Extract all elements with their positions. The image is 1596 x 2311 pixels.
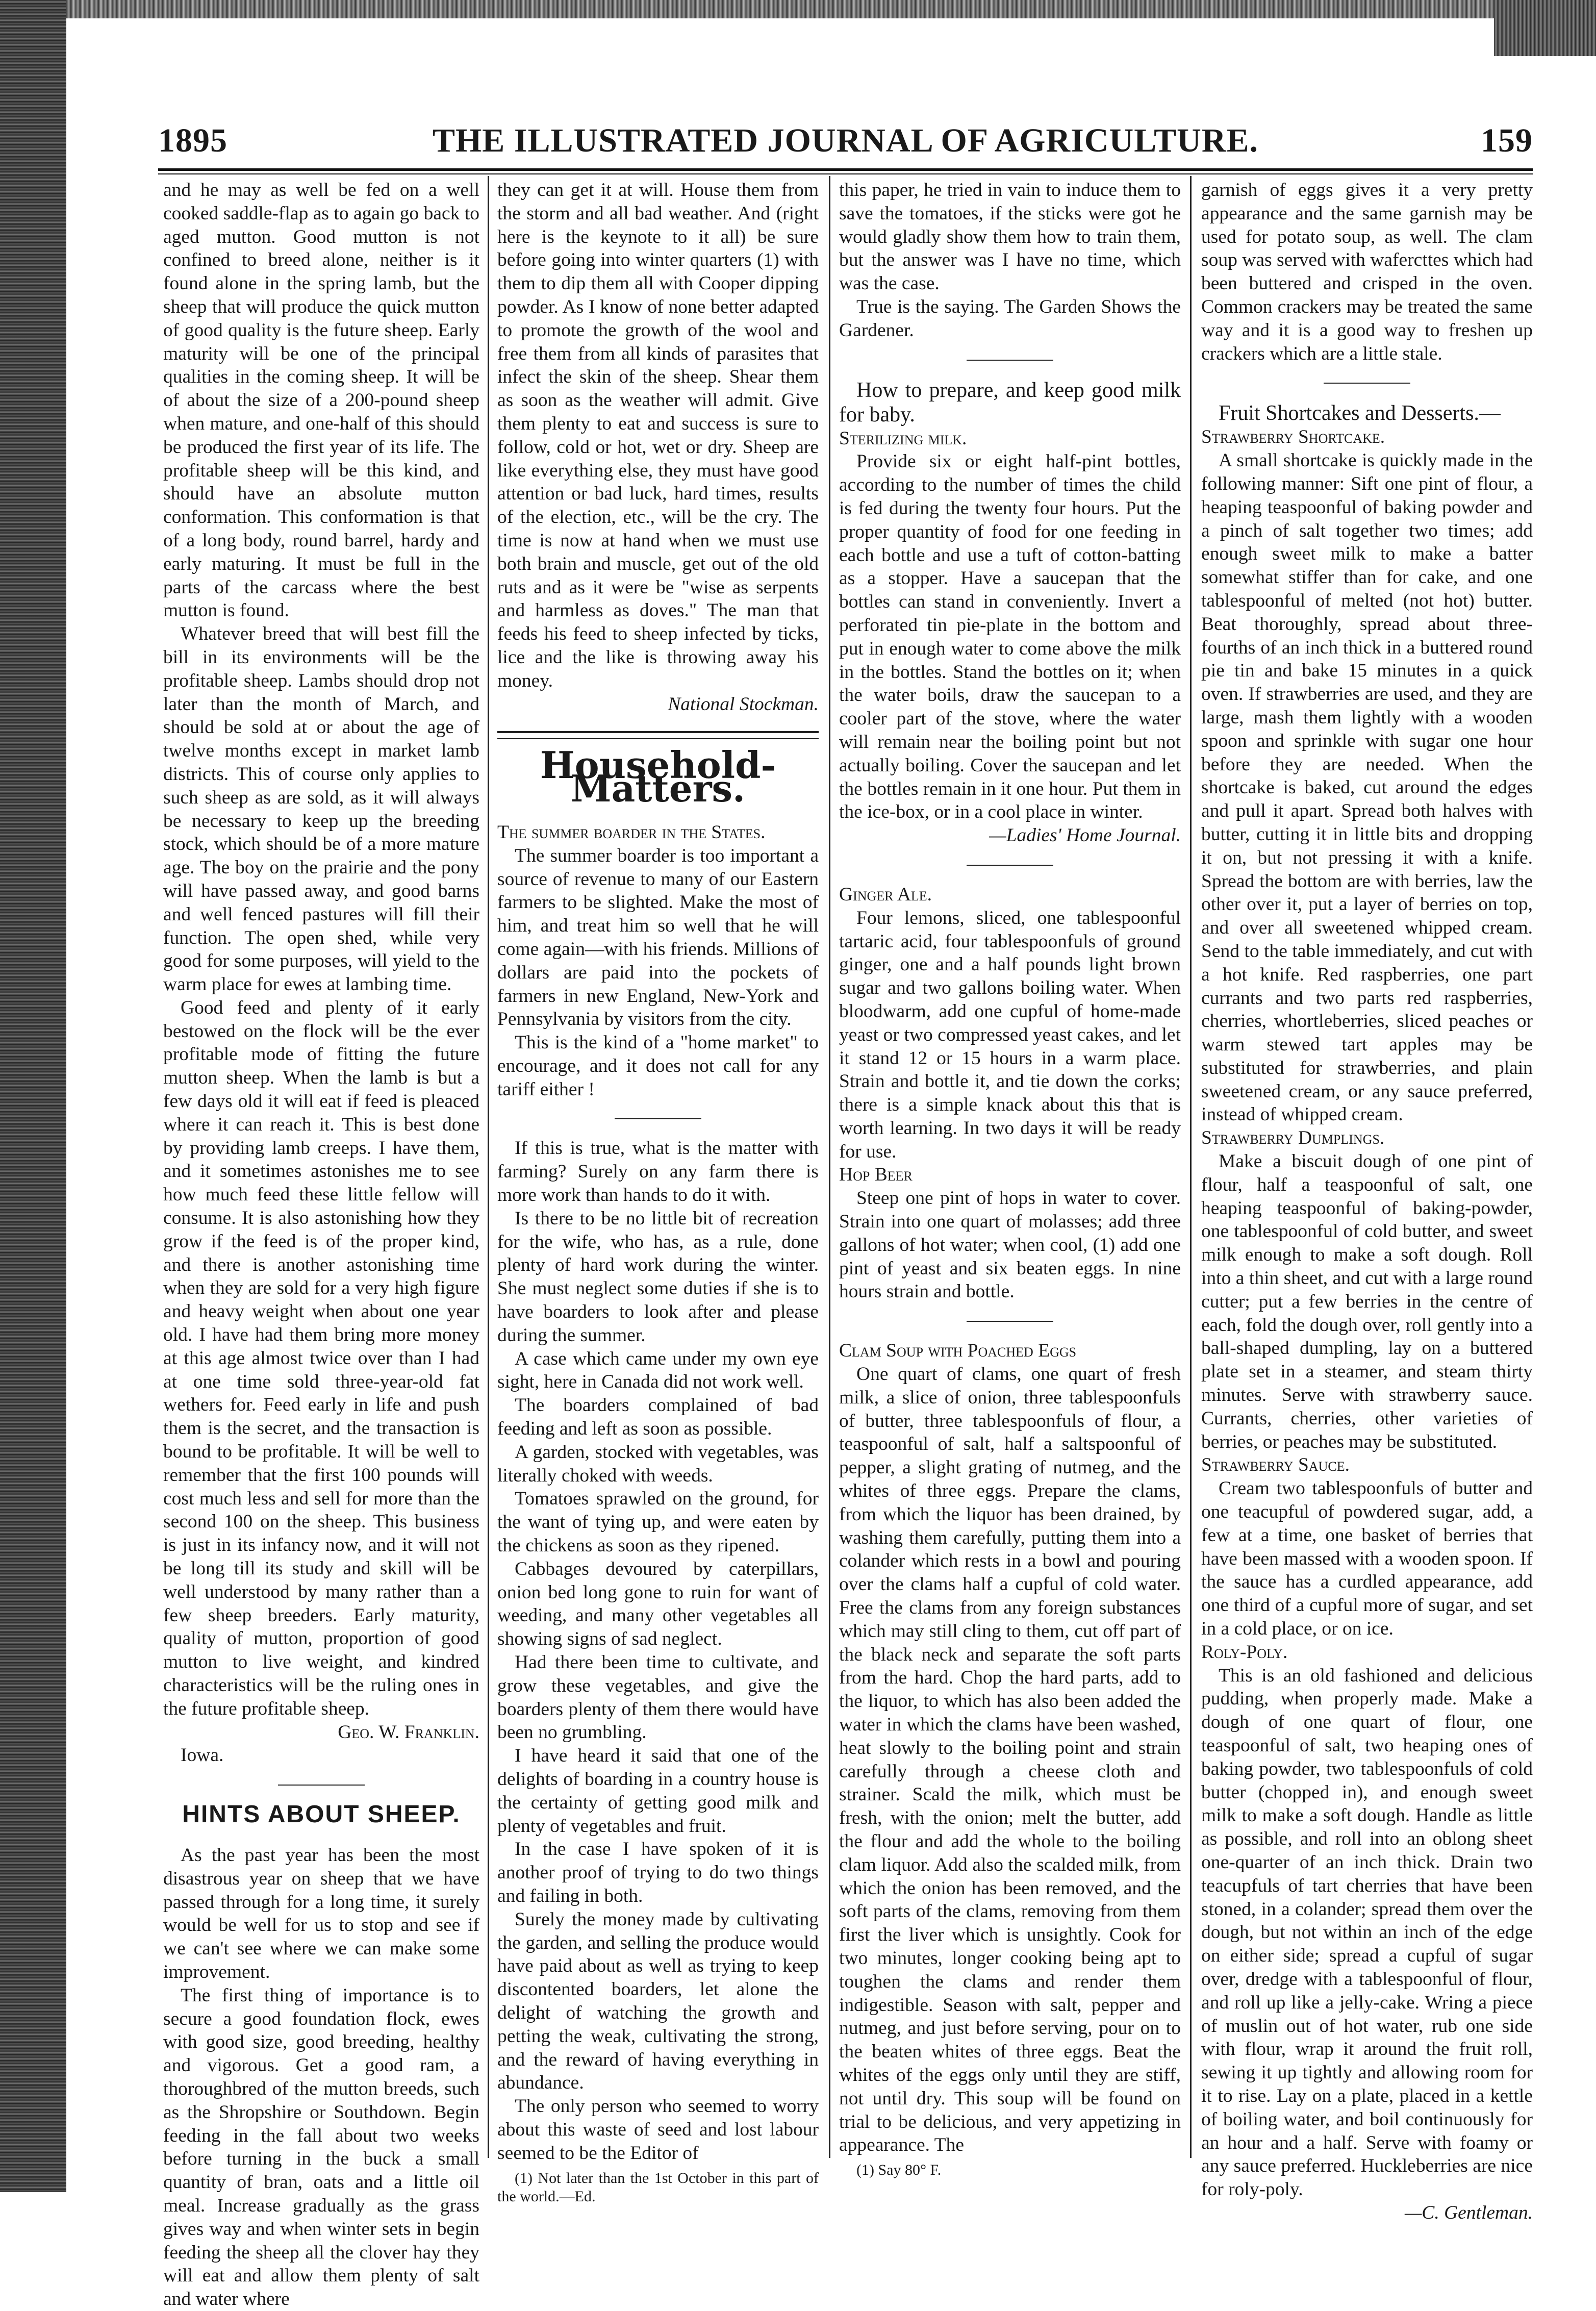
article-paragraph: Had there been time to cultivate, and grow these vegetables, and give the boarders plenty of them there would have been no grumbling. [497, 1652, 819, 1743]
article-paragraph: The boarders complained of bad feeding and left as soon as possible. [497, 1395, 819, 1440]
author-signature: Geo. W. Franklin. [338, 1721, 479, 1743]
column-4 [1201, 179, 1533, 2223]
article-paragraph: Surely the money made by cultivating the garden, and selling the produce would have paid about as well as trying to keep discontented boarders, let alone the delight of watching the growth and petting the weak, cultivating the strong, and the reward of having everything in abundance. [497, 1908, 819, 2094]
section-divider [967, 360, 1053, 361]
article-paragraph: One quart of clams, one quart of fresh milk, a slice of onion, three tablespoonfuls of butter, three tablespoonfuls of flour, a teaspoonful of salt, half a saltspoonful of pepper, a slight grating of nutmeg, and the whites of three eggs. Prepare the clams, from which the liquor has been drained, by washing them carefully, putting them into a colander which rests in a bowl and pouring over the clams half a cupful of cold water. Free the clams from any foreign substances which may still cling to them, cut off part of the black neck and separate the soft parts from the hard. Chop the hard parts, add to the liquor, to which has also been added the water in which the clams have been washed, heat slowly to the boiling point and strain carefully through a cheese cloth and strainer. Scald the milk, which must be fresh, with the onion; melt the butter, add the flour and add the whole to the boiling clam liquor. Add also the scalded milk, from which the onion has been removed, and the soft parts of the clams, removing from them first the liver which is unsightly. Cook for two minutes, longer cooking being apt to toughen the clams and render them indigestible. Season with salt, pepper and nutmeg, and just before serving, pour on to the beaten whites of three eggs. Beat the whites of the eggs only until they are stiff, not until dry. This soup will be found on trial to be delicious, and very appetizing in appearance. The [839, 1364, 1181, 2156]
article-paragraph: Steep one pint of hops in water to cover. Strain into one quart of molasses; add three gallons of hot water; when cool, (1) add one pint of yeast and six beaten eggs. In nine hours strain and bottle. [839, 1188, 1181, 1302]
recipe-lead-ginger-ale: Ginger Ale. [839, 884, 932, 905]
section-title-hints-about-sheep: HINTS ABOUT SHEEP. [182, 1801, 461, 1828]
section-title-household-matters: Household-Matters. [540, 743, 776, 811]
column-3 [839, 179, 1181, 2179]
article-paragraph: True is the saying. The Garden Shows the Gardener. [839, 296, 1181, 341]
section-title-fruit-shortcakes: Fruit Shortcakes and Desserts.— [1219, 401, 1501, 425]
footnote: (1) Say 80° F. [856, 2162, 942, 2179]
article-paragraph: they can get it at will. House them from the storm and all bad weather. And (right here is the keynote to it all) be sure before going into winter quarters (1) with them to dip them all with Cooper dipping powder. As I know of none better adapted to promote the growth of the wool and free them from all kinds of parasites that infect the skin of the sheep. Shear them as soon as the weather will admit. Give them plenty to eat and success is sure to follow, cold or hot, wet or dry. Sheep are like everything else, they must have good attention or bad luck, hard times, results of the election, etc., will be the cry. The time is now at hand when we must use both brain and muscle, get out of the old ruts and as it were be "wise as serpents and harmless as doves." The man that feeds his feed to sheep infected by ticks, lice and the like is throwing away his money. [497, 180, 819, 691]
source-signature: —Ladies' Home Journal. [989, 825, 1181, 846]
article-paragraph: This is an old fashioned and delicious pudding, when properly made. Make a dough of one quart of flour, one teaspoonful of salt, two heaping ones of baking powder, two tablespoonfuls of cold butter (chopped in), and enough sweet milk to make a soft dough. Handle as little as possible, and roll into an oblong sheet one-quarter of an inch thick. Drain two teacupfuls of tart cherries that have been stoned, in a colander; spread them over the dough, but not within an inch of the edge on either side; spread a cupful of sugar over, dredge with a tablespoonful of flour, and roll up like a jelly-cake. Wring a piece of muslin out of hot water, rub one side with flour, wrap it around the fruit roll, sewing it up tightly and allowing room for it to rise. Lay on a plate, placed in a kettle of boiling water, and boil continuously for an hour and a half. Serve with foamy or any sauce preferred. Huckleberries are nice for roly-poly. [1201, 1665, 1533, 2200]
article-paragraph: The only person who seemed to worry about this waste of seed and lost labour seemed to be the Editor of [497, 2096, 819, 2164]
header-year: 1895 [158, 122, 227, 159]
article-paragraph: I have heard it said that one of the delights of boarding in a country house is the certainty of getting good milk and plenty of vegetables and fruit. [497, 1745, 819, 1837]
article-paragraph: The summer boarder is too important a source of revenue to many of our Eastern farmers to be slighted. Make the most of him, and treat him so well that he will come again—with his friends. Millions of dollars are paid into the pockets of farmers in new England, New-York and Pennsylvania by visitors from the city. [497, 845, 819, 1030]
article-paragraph: As the past year has been the most disastrous year on sheep that we have passed through for a long time, it surely would be well for us to stop and see if we can't see where we can make some improvement. [163, 1844, 479, 1982]
section-divider [278, 1785, 365, 1786]
article-paragraph: garnish of eggs gives it a very pretty appearance and the same garnish may be used for potato soup, as well. The clam soup was served with wafercttes which had been buttered and crisped in the oven. Common crackers may be treated the same way and it is a good way to freshen up crackers which are a little stale. [1201, 180, 1533, 364]
article-paragraph: this paper, he tried in vain to induce them to save the tomatoes, if the sticks were got he would gladly show them how to train them, but the answer was I have no time, which was the case. [839, 180, 1181, 294]
running-header [158, 121, 1533, 167]
section-divider [615, 1118, 701, 1119]
column-rule [488, 176, 489, 2158]
recipe-lead-strawberry-sauce: Strawberry Sauce. [1201, 1454, 1350, 1476]
section-divider [497, 731, 819, 739]
recipe-lead-strawberry-dumplings: Strawberry Dumplings. [1201, 1127, 1385, 1149]
author-place: Iowa. [181, 1745, 224, 1766]
scanned-page-edge-left [0, 0, 66, 2192]
article-paragraph: Provide six or eight half-pint bottles, according to the number of times the child is fed during the twenty four hours. Put the proper quantity of food for one feeding in each bottle and use a tuft of cotton-batting as a stopper. Have a saucepan that the bottles can stand in conveniently. Invert a perforated tin pie-plate in the bottom and put in enough water to come above the milk in the bottles. Stand the bottles on it; when the water boils, draw the saucepan to a cooler part of the stove, where the water will remain near the boiling point but not actually boiling. Cover the saucepan and let the bottles remain in it one hour. Put them in the ice-box, or in a cool place in winter. [839, 451, 1181, 823]
footnote: (1) Not later than the 1st October in this part of the world.—Ed. [497, 2169, 819, 2205]
article-paragraph: Four lemons, sliced, one tablespoonful tartaric acid, four tablespoonfuls of ground ginger, one and a half pounds light brown sugar and two gallons boiling water. When bloodwarm, add one cupful of home-made yeast or two compressed yeast cakes, and let it stand 12 or 15 hours in a warm place. Strain and bottle it, and tie down the corks; there is a simple knack about this that is worth learning. In two days it will be ready for use. [839, 907, 1181, 1162]
article-subhead: The summer boarder in the States. [497, 821, 766, 843]
article-paragraph: If this is true, what is the matter with farming? Surely on any farm there is more work than hands to do it with. [497, 1138, 819, 1206]
recipe-lead-clam-soup: Clam Soup with Poached Eggs [839, 1340, 1077, 1362]
column-1 [163, 179, 479, 2310]
article-paragraph: In the case I have spoken of it is another proof of trying to do two things and failing in both. [497, 1839, 819, 1906]
recipe-lead: Sterilizing milk. [839, 428, 967, 449]
article-heading-baby-milk: How to prepare, and keep good milk for baby. [839, 378, 1181, 426]
section-divider [967, 1321, 1053, 1322]
column-rule [1190, 176, 1192, 2158]
article-paragraph: and he may as well be fed on a well cooked saddle-flap as to again go back to aged mutton. Good mutton is not confined to breed alone, neither is it found alone in the spring lamb, but the sheep that will produce the quick mutton of good quality is the future sheep. Early maturity will be one of the principal qualities in the coming sheep. It will be of about the size of a 200-pound sheep when mature, and one-half of this should be produced the first year of its life. The profitable sheep will be this kind, and should have an absolute mutton conformation. This conformation is that of a long body, round barrel, hardy and early maturing. It must be full in the parts of the carcass where the best mutton is found. [163, 180, 479, 621]
section-divider [1324, 383, 1410, 384]
article-paragraph: Make a biscuit dough of one pint of flour, half a teaspoonful of salt, one heaping teaspoonful of baking-powder, one tablespoonful of cold butter, and sweet milk enough to make a soft dough. Roll into a thin sheet, and cut with a large round cutter; put a few berries in the centre of each, fold the dough over, roll gently into a ball-shaped dumpling, lay on a buttered plate set in a steamer, and steam thirty minutes. Serve with strawberry sauce. Currants, cherries, other varieties of berries, or peaches may be substituted. [1201, 1151, 1533, 1452]
article-paragraph: This is the kind of a "home market" to encourage, and it does not call for any tariff either ! [497, 1032, 819, 1100]
source-signature: National Stockman. [668, 693, 819, 715]
article-paragraph: A case which came under my own eye sight, here in Canada did not work well. [497, 1348, 819, 1393]
header-rule [158, 168, 1533, 174]
article-paragraph: A small shortcake is quickly made in the following manner: Sift one pint of flour, a heaping teaspoonful of baking powder and a pinch of salt together two times; add enough sweet milk to make a batter somewhat stiffer than for cake, and one tablespoonful of melted (not hot) butter. Beat thoroughly, spread about three-fourths of an inch thick in a buttered round pie tin and bake 15 minutes in a quick oven. If strawberries are used, and they are large, mash them lightly with a wooden spoon and sprinkle with sugar one hour before they are needed. When the shortcake is baked, cut around the edges and pull it apart. Spread both halves with butter, cutting it in little bits and dropping it on, but not pressing it with a knife. Spread the bottom are with berries, law the other over it, put a layer of berries on top, and over all sweetened whipped cream. Send to the table immediately, and cut with a hot knife. Red raspberries, one part currants and two parts red raspberries, cherries, whortleberries, sliced peaches or warm stewed tart apples may be substituted for strawberries, and plain sweetened cream, or any sauce preferred, instead of whipped cream. [1201, 450, 1533, 1125]
source-signature: —C. Gentleman. [1404, 2202, 1533, 2223]
recipe-lead-roly-poly: Roly-Poly. [1201, 1641, 1288, 1663]
column-2 [497, 179, 819, 2205]
article-paragraph: A garden, stocked with vegetables, was literally choked with weeds. [497, 1441, 819, 1486]
page-number: 159 [1481, 122, 1533, 159]
article-paragraph: The first thing of importance is to secure a good foundation flock, ewes with good size, good breeding, healthy and vigorous. Get a good ram, a thoroughbred of the mutton breeds, such as the Shropshire or Southdown. Begin feeding in the fall about two weeks before turning in the buck a small quantity of bran, oats and a little oil meal. Increase gradually as the grass gives way and when winter sets in begin feeding the sheep all the clover hay they will eat and allow them plenty of salt and water where [163, 1985, 479, 2310]
journal-title: THE ILLUSTRATED JOURNAL OF AGRICULTURE. [432, 122, 1259, 159]
column-rule [829, 176, 830, 2158]
article-paragraph: Tomatoes sprawled on the ground, for the want of tying up, and were eaten by the chickens as soon as they ripened. [497, 1488, 819, 1556]
recipe-lead-hop-beer: Hop Beer [839, 1164, 913, 1186]
article-paragraph: Cabbages devoured by caterpillars, onion bed long gone to ruin for want of weeding, and many other vegetables all showing signs of sad neglect. [497, 1558, 819, 1650]
scanned-page-edge-top [66, 0, 1596, 18]
scanned-page-corner [1494, 0, 1596, 56]
article-paragraph: Cream two tablespoonfuls of butter and one teacupful of powdered sugar, add, a few at a time, one basket of berries that have been massed with a wooden spoon. If the sauce has a curdled appearance, add one third of a cupful more of sugar, and set in a cold place, or on ice. [1201, 1478, 1533, 1640]
recipe-lead-strawberry-shortcake: Strawberry Shortcake. [1201, 426, 1385, 448]
section-divider [967, 865, 1053, 866]
article-paragraph: Good feed and plenty of it early bestowed on the flock will be the ever profitable mode of fitting the future mutton sheep. When the lamb is but a few days old it will eat if feed is pleaced where it can reach it. This is best done by providing lamb creeps. I have them, and it sometimes astonishes me to see how much feed these little fellow will consume. It is also astonishing how they grow if the feed is of the proper kind, and there is another astonishing time when they are sold for a very high figure and heavy weight when about one year old. I have had them bring more money at this age almost twice over than I had at one time sold three-year-old fat wethers for. Feed early in life and push them is the secret, and the transaction is bound to be profitable. It will be well to remember that the first 100 pounds will cost much less and sell for more than the second 100 on the sheep. This business is just in its infancy now, and it will not be long till its study and skill will be well understood by many rather than a few sheep breeders. Early maturity, quality of mutton, proportion of good mutton to live weight, and kindred characteristics will be the ruling ones in the future profitable sheep. [163, 997, 479, 1719]
article-paragraph: Whatever breed that will best fill the bill in its environments will be the profitable sheep. Lambs should drop not later than the month of March, and should be sold at or about the age of twelve months except in market lamb districts. This of course only applies to such sheep as are sold, as it will always be necessary to keep up the breeding stock, which should be of a more mature age. The boy on the prairie and the pony will have passed away, and good barns and well fenced pastures will fill their function. The open shed, while very good for some purposes, will yield to the warm place for ewes at lambing time. [163, 623, 479, 995]
article-paragraph: Is there to be no little bit of recreation for the wife, who has, as a rule, done plenty of hard work during the winter. She must neglect some duties if she is to have boarders to look after and please during the summer. [497, 1208, 819, 1346]
